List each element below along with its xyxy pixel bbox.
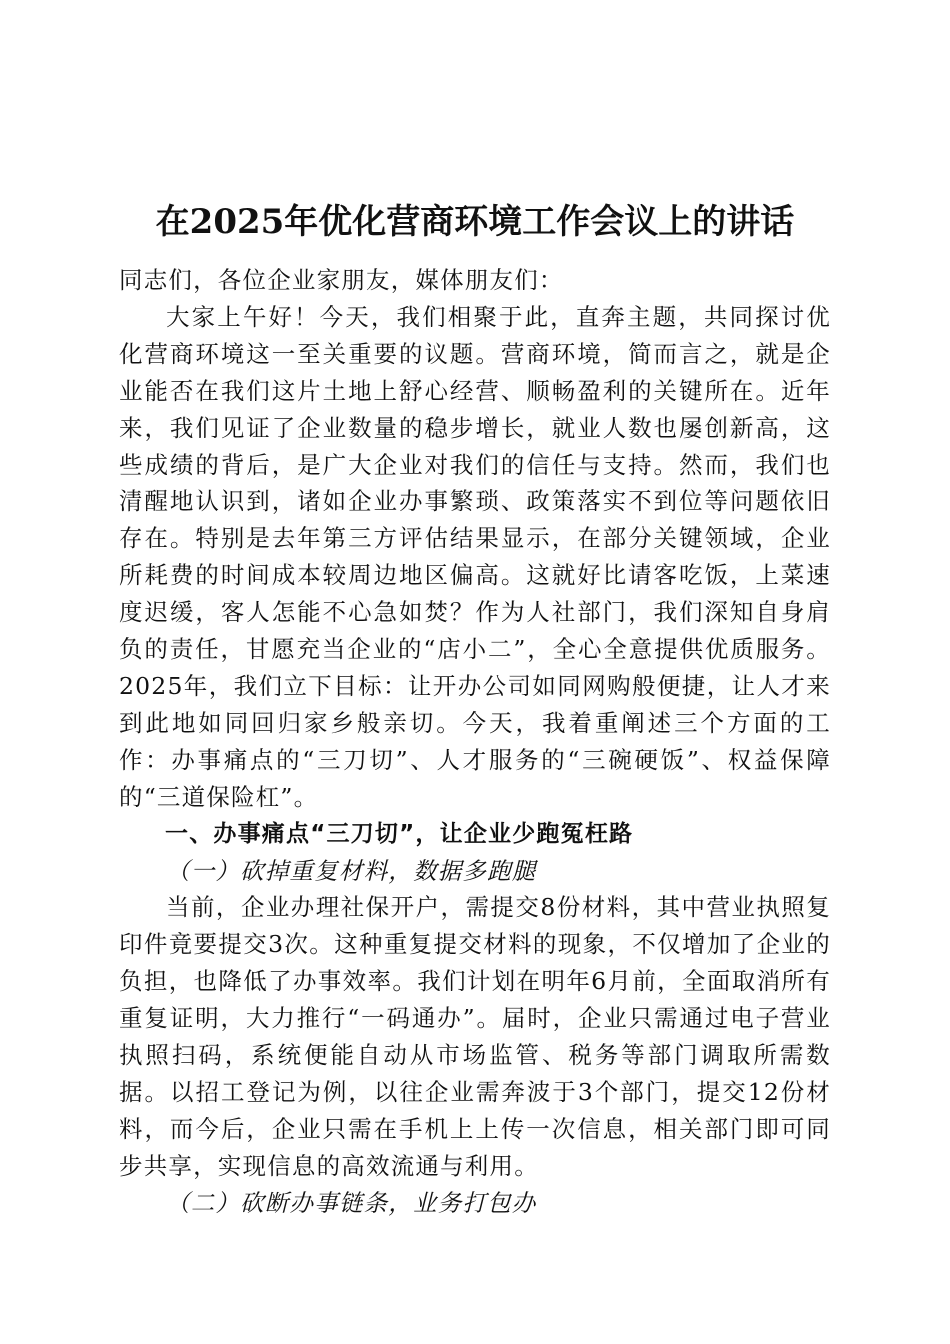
subsection-1-paragraph: 当前，企业办理社保开户，需提交8份材料，其中营业执照复印件竟要提交3次。这种重复提交材料的现象，不仅增加了企业的负担，也降低了办事效率。我们计划在明年6月前，全面取消所有重复证明，大力推行“一码通办”。届时，企业只需通过电子营业执照扫码，系统便能自动从市场监管、税务等部门调取所需数据。以招工登记为例，以往企业需奔波于3个部门，提交12份材料，而今后，企业只需在手机上上传一次信息，相关部门即可同步共享，实现信息的高效流通与利用。: [119, 893, 831, 1180]
intro-paragraph: 大家上午好！今天，我们相聚于此，直奔主题，共同探讨优化营商环境这一至关重要的议题。营商环境，简而言之，就是企业能否在我们这片土地上舒心经营、顺畅盈利的关键所在。近年来，我们见证了企业数量的稳步增长，就业人数也屡创新高，这些成绩的背后，是广大企业对我们的信任与支持。然而，我们也清醒地认识到，诸如企业办事繁琐、政策落实不到位等问题依旧存在。特别是去年第三方评估结果显示，在部分关键领域，企业所耗费的时间成本较周边地区偏高。这就好比请客吃饭，上菜速度迟缓，客人怎能不心急如焚？作为人社部门，我们深知自身肩负的责任，甘愿充当企业的“店小二”，全心全意提供优质服务。2025年，我们立下目标：让开办公司如同网购般便捷，让人才来到此地如同回归家乡般亲切。今天，我着重阐述三个方面的工作：办事痛点的“三刀切”、人才服务的“三碗硬饭”、权益保障的“三道保险杠”。: [119, 302, 831, 811]
salutation: 同志们，各位企业家朋友，媒体朋友们：: [119, 266, 564, 294]
subsection-heading-2: （二）砍断办事链条，业务打包办: [166, 1188, 537, 1217]
subsection-heading-1: （一）砍掉重复材料，数据多跑腿: [166, 856, 537, 885]
document-title: 在2025年优化营商环境工作会议上的讲话: [155, 202, 795, 242]
document-body: [119, 262, 831, 1222]
section-heading-1: 一、办事痛点“三刀切”，让企业少跑冤枉路: [165, 820, 634, 847]
